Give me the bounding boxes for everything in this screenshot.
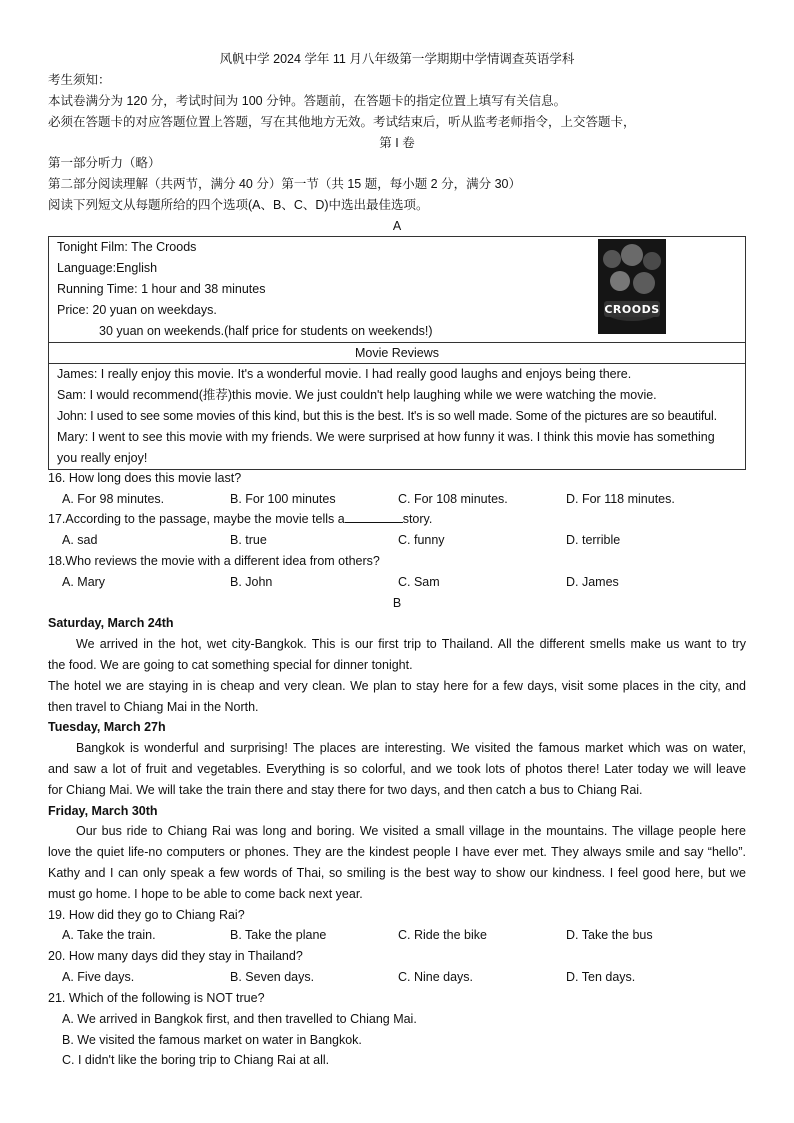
diary-date-2: Tuesday, March 27h: [48, 720, 166, 734]
reading-instruction: 阅读下列短文从每题所给的四个选项(A、B、C、D)中选出最佳选项。: [48, 198, 429, 212]
q20-option-c[interactable]: C. Nine days.: [398, 970, 474, 984]
reviews-header: Movie Reviews: [49, 343, 746, 364]
passage-line: Our bus ride to Chiang Rai was long and boring. We visited a small village in the mountains. The village people here: [76, 824, 746, 838]
q17-stem: [48, 509, 746, 530]
q17-option-b[interactable]: B. true: [230, 533, 267, 547]
q19-stem: 19. How did they go to Chiang Rai?: [48, 908, 245, 922]
section-a-label: A: [392, 219, 402, 233]
passage-line: and saw a lot of fruit and vegetables. Everything is so colorful, and we took lots of photos there! Later today we will leave: [48, 762, 746, 776]
review-mary-cont: you really enjoy!: [57, 451, 148, 465]
film-title: Tonight Film: The Croods: [57, 240, 197, 254]
part-one-heading: 第一部分听力（略）: [48, 156, 161, 170]
q17-stem-end: story.: [402, 512, 433, 526]
volume-heading: 第 I 卷: [379, 136, 415, 150]
poster-artwork: [598, 239, 666, 334]
q18-stem: 18.Who reviews the movie with a different idea from others?: [48, 554, 380, 568]
passage-line: We arrived in the hot, wet city-Bangkok. This is our first trip to Thailand. All the different smells make us want to try: [76, 637, 746, 651]
poster-title-text: CROODS: [604, 303, 660, 316]
passage-line: for Chiang Mai. We will take the train there and stay there for two days, and then catch a bus to Chiang Rai.: [48, 783, 643, 797]
q20-option-d[interactable]: D. Ten days.: [566, 970, 636, 984]
q17-option-c[interactable]: C. funny: [398, 533, 445, 547]
reviews-cell: [49, 364, 746, 470]
q18-option-b[interactable]: B. John: [230, 575, 273, 589]
passage-line: then travel to Chiang Mai in the North.: [48, 700, 259, 714]
q17-stem-text: 17.According to the passage, maybe the movie tells a: [48, 512, 345, 526]
q16-option-c[interactable]: C. For 108 minutes.: [398, 492, 508, 506]
q16-option-b[interactable]: B. For 100 minutes: [230, 492, 336, 506]
passage-line: the food. We are going to cat something special for dinner tonight.: [48, 658, 413, 672]
q16-option-d[interactable]: D. For 118 minutes.: [566, 492, 675, 506]
film-language: Language:English: [57, 261, 158, 275]
q17-option-d[interactable]: D. terrible: [566, 533, 621, 547]
review-james: James: I really enjoy this movie. It's a wonderful movie. I had really good laughs and enjoys being there.: [57, 367, 632, 381]
review-mary: Mary: I went to see this movie with my friends. We were surprised at how funny it was. I think this movie has something: [57, 430, 715, 444]
film-price-weekends: 30 yuan on weekends.(half price for students on weekends!): [99, 324, 433, 338]
q19-option-d[interactable]: D. Take the bus: [566, 928, 653, 942]
q19-option-a[interactable]: A. Take the train.: [62, 928, 156, 942]
q20-stem: 20. How many days did they stay in Thailand?: [48, 949, 303, 963]
q19-option-c[interactable]: C. Ride the bike: [398, 928, 487, 942]
review-sam: Sam: I would recommend(推荐)this movie. We just couldn't help laughing while we were watching the movie.: [57, 388, 657, 402]
passage-line: Kathy and I can only speak a few words of Thai, so smiling is the best way to show our kindness. I feel good here, but we: [48, 866, 746, 880]
exam-title: 风帆中学 2024 学年 11 月八年级第一学期期中学情调查英语学科: [219, 52, 575, 66]
q18-option-c[interactable]: C. Sam: [398, 575, 440, 589]
passage-line: love the quiet life-no computers or phones. They are the kindest people I have ever met. They always smile and say “hello”.: [48, 845, 746, 859]
q21-stem: 21. Which of the following is NOT true?: [48, 991, 265, 1005]
film-running-time: Running Time: 1 hour and 38 minutes: [57, 282, 266, 296]
q18-option-a[interactable]: A. Mary: [62, 575, 106, 589]
movie-poster-image: [598, 239, 666, 334]
q20-option-b[interactable]: B. Seven days.: [230, 970, 315, 984]
film-price-weekdays: Price: 20 yuan on weekdays.: [57, 303, 217, 317]
notice-label: 考生须知：: [48, 73, 111, 87]
passage-line: Bangkok is wonderful and surprising! The places are interesting. We visited the famous market which was on water,: [76, 741, 746, 755]
diary-date-1: Saturday, March 24th: [48, 616, 174, 630]
q21-option-b[interactable]: B. We visited the famous market on water in Bangkok.: [62, 1033, 362, 1047]
q19-option-b[interactable]: B. Take the plane: [230, 928, 327, 942]
part-two-heading: 第二部分阅读理解（共两节，满分 40 分）第一节（共 15 题，每小题 2 分，满分 30）: [48, 177, 521, 191]
passage-line: The hotel we are staying in is cheap and very clean. We plan to stay here for a few days, visit some places in the city, and: [48, 679, 746, 693]
notice-line-1: 本试卷满分为 120 分，考试时间为 100 分钟。答题前，在答题卡的指定位置上填写有关信息。: [48, 94, 567, 108]
passage-line: must go home. I hope to be able to come back next year.: [48, 887, 363, 901]
review-john: John: I used to see some movies of this kind, but this is the best. It's is so well made. Some of the pictures are so beautiful.: [57, 409, 717, 423]
diary-date-3: Friday, March 30th: [48, 804, 158, 818]
q16-stem: 16. How long does this movie last?: [48, 471, 242, 485]
section-b-label: B: [392, 596, 402, 610]
q21-option-a[interactable]: A. We arrived in Bangkok first, and then travelled to Chiang Mai.: [62, 1012, 417, 1026]
q17-option-a[interactable]: A. sad: [62, 533, 98, 547]
q21-option-c[interactable]: C. I didn't like the boring trip to Chiang Rai at all.: [62, 1053, 330, 1067]
q17-answer-blank[interactable]: [345, 509, 403, 523]
notice-line-2: 必须在答题卡的对应答题位置上答题，写在其他地方无效。考试结束后，听从监考老师指令，上交答题卡，: [48, 115, 636, 129]
q18-option-d[interactable]: D. James: [566, 575, 619, 589]
q20-option-a[interactable]: A. Five days.: [62, 970, 135, 984]
q16-option-a[interactable]: A. For 98 minutes.: [62, 492, 165, 506]
